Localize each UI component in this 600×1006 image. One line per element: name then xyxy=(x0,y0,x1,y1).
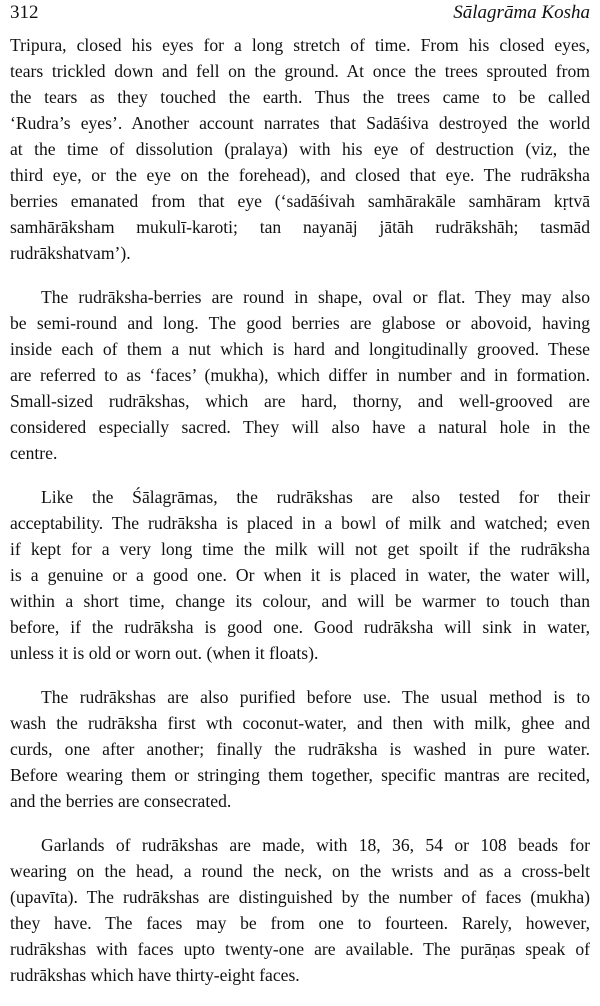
text-line: and the berries are consecrated. xyxy=(10,791,232,811)
text-line: Small-sized rudrākshas, which are hard, thorny, and well-grooved are xyxy=(10,391,590,411)
text-line: unless it is old or worn out. (when it floats). xyxy=(10,643,319,663)
page-number: 312 xyxy=(10,2,39,23)
paragraph xyxy=(10,484,590,666)
text-line: within a short time, change its colour, and will be warmer to touch than xyxy=(10,591,590,611)
text-line: curds, one after another; finally the rudrāksha is washed in pure water. xyxy=(10,739,590,759)
text-line: inside each of them a nut which is hard and longitudinally grooved. These xyxy=(10,339,590,359)
text-line: acceptability. The rudrāksha is placed in a bowl of milk and watched; even xyxy=(10,513,590,533)
text-line: wearing on the head, a round the neck, on the wrists and as a cross-belt xyxy=(10,861,590,881)
running-title: Sālagrāma Kosha xyxy=(453,2,590,23)
text-line: they have. The faces may be from one to fourteen. Rarely, however, xyxy=(10,913,590,933)
paragraph xyxy=(10,684,590,814)
text-line: ‘Rudra’s eyes’. Another account narrates that Sadāśiva destroyed the world xyxy=(10,113,590,133)
text-line: The rudrāksha-berries are round in shape, oval or flat. They may also xyxy=(41,287,590,307)
paragraph xyxy=(10,32,590,266)
page-header xyxy=(10,0,590,26)
paragraph xyxy=(10,284,590,466)
text-line: tears trickled down and fell on the ground. At once the trees sprouted from xyxy=(10,61,590,81)
text-line: third eye, or the eye on the forehead), and closed that eye. The rudrāksha xyxy=(10,165,590,185)
text-line: (upavīta). The rudrākshas are distinguished by the number of faces (mukha) xyxy=(10,887,590,907)
text-line: considered especially sacred. They will also have a natural hole in the xyxy=(10,417,590,437)
text-line: centre. xyxy=(10,443,58,463)
paragraph xyxy=(10,832,590,988)
text-line: before, if the rudrāksha is good one. Good rudrāksha will sink in water, xyxy=(10,617,590,637)
text-line: be semi-round and long. The good berries are glabose or abovoid, having xyxy=(10,313,590,333)
text-line: samhārāksham mukulī-karoti; tan nayanāj jātāh rudrākshāh; tasmād xyxy=(10,217,590,237)
text-line: Garlands of rudrākshas are made, with 18, 36, 54 or 108 beads for xyxy=(41,835,590,855)
text-line: rudrākshas with faces upto twenty-one are available. The purāṇas speak of xyxy=(10,939,590,959)
text-line: at the time of dissolution (pralaya) with his eye of destruction (viz, the xyxy=(10,139,590,159)
text-line: rudrākshas which have thirty-eight faces. xyxy=(10,965,300,985)
text-line: Like the Śālagrāmas, the rudrākshas are also tested for their xyxy=(41,487,590,507)
text-line: the tears as they touched the earth. Thus the trees came to be called xyxy=(10,87,590,107)
text-line: if kept for a very long time the milk will not get spoilt if the rudrāksha xyxy=(10,539,590,559)
text-line: berries emanated from that eye (‘sadāśivah samhārakāle samhāram kṛtvā xyxy=(10,191,590,211)
text-line: Tripura, closed his eyes for a long stretch of time. From his closed eyes, xyxy=(10,35,590,55)
page-body xyxy=(10,32,590,1006)
text-line: wash the rudrāksha first wth coconut-water, and then with milk, ghee and xyxy=(10,713,590,733)
text-line: Before wearing them or stringing them together, specific mantras are recited, xyxy=(10,765,590,785)
text-line: is a genuine or a good one. Or when it is placed in water, the water will, xyxy=(10,565,590,585)
text-line: are referred to as ‘faces’ (mukha), which differ in number and in formation. xyxy=(10,365,590,385)
text-line: rudrākshatvam’). xyxy=(10,243,131,263)
text-line: The rudrākshas are also purified before use. The usual method is to xyxy=(41,687,590,707)
